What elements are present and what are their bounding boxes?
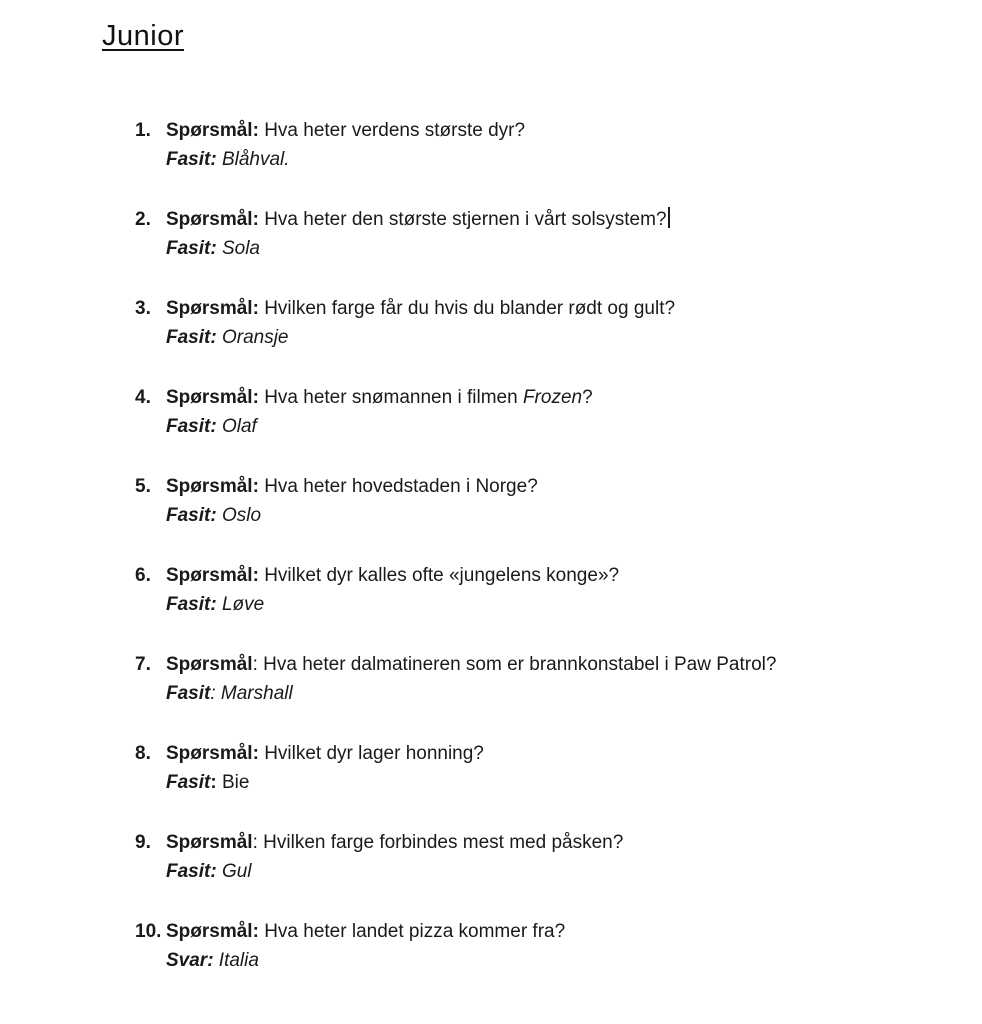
question-label: Spørsmål: [166,387,259,408]
item-number: 10. [135,921,162,942]
answer-line [166,946,982,975]
answer-line [166,412,982,441]
document-page[interactable] [0,20,982,1024]
question-line [166,828,982,857]
quiz-item [135,383,982,441]
answer-line [166,501,982,530]
item-number: 2. [135,209,151,230]
question-text: Hva heter verdens største dyr? [258,120,526,141]
question-label: Spørsmål: [166,298,259,319]
question-text: : Hvilken farge forbindes mest med påsken? [252,832,624,853]
quiz-item [135,116,982,174]
answer-text: Bie [216,772,250,793]
item-number: 7. [135,654,151,675]
question-line [166,205,982,234]
quiz-item [135,650,982,708]
question-text: Hvilket dyr lager honning? [258,743,484,764]
question-label: Spørsmål [166,832,253,853]
question-label: Spørsmål: [166,476,259,497]
item-lines [166,561,982,619]
quiz-item [135,828,982,886]
item-lines [166,650,982,708]
question-text: Hvilket dyr kalles ofte «jungelens konge»? [258,565,620,586]
question-line [166,116,982,145]
question-line [166,650,982,679]
item-number: 5. [135,476,151,497]
question-text: : Hva heter dalmatineren som er brannkonstabel i Paw Patrol? [252,654,777,675]
answer-line [166,145,982,174]
question-label: Spørsmål: [166,209,259,230]
answer-label: Fasit [166,772,211,793]
question-line [166,561,982,590]
answer-text: Italia [213,950,259,971]
item-lines [166,472,982,530]
answer-label: Svar: [166,950,214,971]
question-label: Spørsmål: [166,743,259,764]
answer-text: Oransje [216,327,289,348]
answer-label: Fasit: [166,505,217,526]
question-line [166,917,982,946]
question-label: Spørsmål: [166,120,259,141]
quiz-item [135,294,982,352]
question-line [166,383,982,412]
item-lines [166,294,982,352]
answer-label: Fasit: [166,416,217,437]
item-number: 3. [135,298,151,319]
document-title: Junior [102,20,184,52]
answer-label: Fasit: [166,594,217,615]
answer-text: : Marshall [210,683,293,704]
item-lines [166,828,982,886]
item-number: 4. [135,387,151,408]
question-text: Hva heter snømannen i filmen [258,387,523,408]
quiz-list [0,116,982,975]
quiz-item [135,739,982,797]
item-number: 8. [135,743,151,764]
question-text: Hva heter hovedstaden i Norge? [258,476,538,497]
quiz-item [135,917,982,975]
answer-text: Olaf [216,416,257,437]
item-lines [166,739,982,797]
item-number: 9. [135,832,151,853]
question-line [166,472,982,501]
item-number: 6. [135,565,151,586]
question-line [166,739,982,768]
item-lines [166,917,982,975]
answer-line [166,768,982,797]
answer-line [166,590,982,619]
question-line [166,294,982,323]
answer-line [166,857,982,886]
item-lines [166,205,982,263]
answer-text: Løve [216,594,265,615]
answer-label: Fasit: [166,149,217,170]
answer-label: Fasit: [166,238,217,259]
answer-line [166,234,982,263]
question-label: Spørsmål: [166,565,259,586]
answer-text: Sola [216,238,260,259]
question-text: Hvilken farge får du hvis du blander rødt og gult? [258,298,676,319]
quiz-item [135,205,982,263]
answer-text: Oslo [216,505,262,526]
question-text: Frozen [522,387,583,408]
quiz-item [135,561,982,619]
question-label: Spørsmål [166,654,253,675]
answer-line [166,679,982,708]
question-text: ? [582,387,593,408]
quiz-item [135,472,982,530]
item-number: 1. [135,120,151,141]
answer-label: Fasit: [166,327,217,348]
item-lines [166,383,982,441]
text-caret [668,207,670,228]
question-text: Hva heter landet pizza kommer fra? [258,921,566,942]
question-text: Hva heter den største stjernen i vårt solsystem? [258,209,667,230]
answer-label: Fasit [166,683,211,704]
answer-label: Fasit: [166,861,217,882]
answer-line [166,323,982,352]
item-lines [166,116,982,174]
answer-text: Gul [216,861,252,882]
question-label: Spørsmål: [166,921,259,942]
answer-text: Blåhval. [216,149,290,170]
answer-text: : [210,772,217,793]
